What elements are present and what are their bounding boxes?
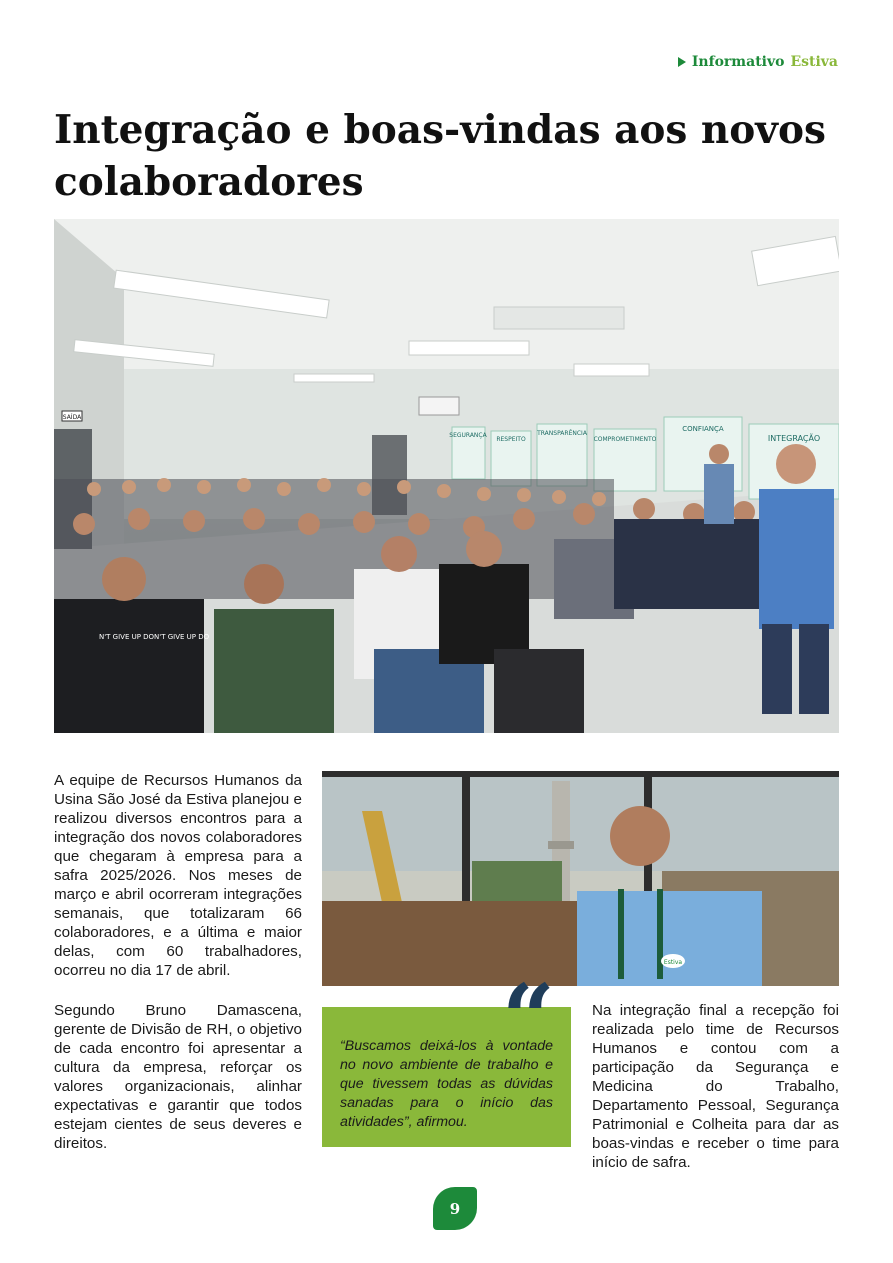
exit-sign: SAÍDA [62,414,82,421]
triangle-right-icon [678,57,686,67]
publication-tag [678,54,838,70]
page-number: 9 [433,1187,477,1230]
brand-part2: Estiva [790,54,838,70]
paragraph-3: Na integração final a recepção foi realizada pelo time de Recursos Humanos e contou com a participação da Segurança e Medicina do Trabalho, Departamento Pessoal, Segurança Patrimonial e Colheita para dar as boas-vindas e receber o time para início de safra. [592,1002,839,1171]
shirt-text: N'T GIVE UP DON'T GIVE UP DO [99,633,210,641]
panel-3: TRANSPARÊNCIA [537,430,587,437]
panel-6: INTEGRAÇÃO [767,434,821,443]
manager-photo [322,771,839,986]
paragraph-1: A equipe de Recursos Humanos da Usina São José da Estiva planejou e realizou diversos encontros para a integração dos novos colaboradores que chegaram à empresa para a safra 2025/2026. Nos meses de março e abril ocorreram integrações semanais, que totalizaram 66 colaboradores, e a última e maior delas, com 60 trabalhadores, ocorreu no dia 17 de abril. [54,772,302,979]
panel-4: COMPROMETIMENTO [593,436,657,443]
panel-2: RESPEITO [496,436,526,443]
manager-illustration [322,771,839,986]
article-title: Integração e boas-vindas aos novos colaboradores [54,107,826,205]
quote-text: “Buscamos deixá-los à vontade no novo ambiente de trabalho e que tivessem todas as dúvidas sanadas para o início das atividades”, afirmou. [340,1038,553,1130]
classroom-photo [54,219,839,733]
shirt-logo: Estiva [663,959,683,966]
panel-1: SEGURANÇA [449,432,487,439]
classroom-illustration [54,219,839,733]
quote-mark-icon: “ [502,964,555,1072]
brand-part1: Informativo [691,54,785,70]
panel-5: CONFIANÇA [682,425,724,433]
paragraph-2: Segundo Bruno Damascena, gerente de Divisão de RH, o objetivo de cada encontro foi apresentar a cultura da empresa, reforçar os valores organizacionais, alinhar expectativas e garantir que todos estejam cientes de seus deveres e direitos. [54,1002,302,1152]
